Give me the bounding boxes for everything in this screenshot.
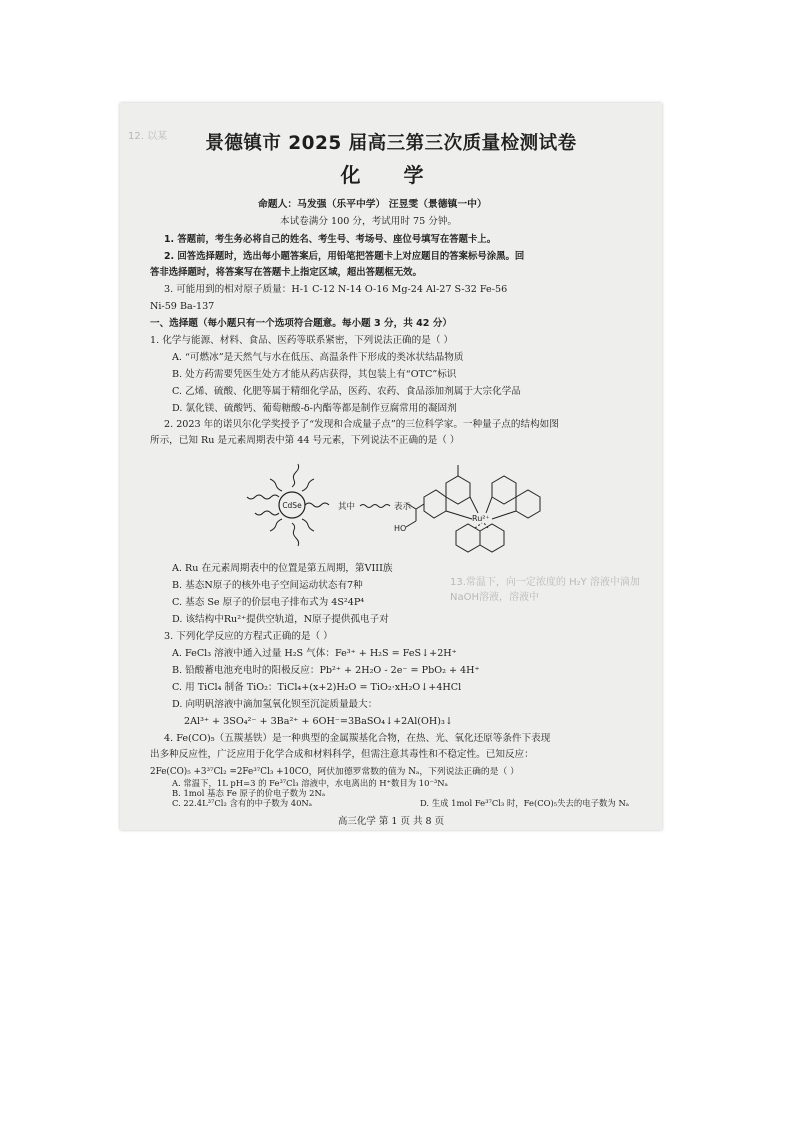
exam-paper-photo bbox=[120, 103, 662, 830]
q2-stem-1: 2. 2023 年的诺贝尔化学奖授予了“发现和合成量子点”的三位科学家。一种量子点的结构如图 bbox=[164, 419, 559, 430]
q3-option-d-equation: 2Al³⁺ + 3SO₄²⁻ + 3Ba²⁺ + 6OH⁻=3BaSO₄↓+2Al(OH)₃↓ bbox=[184, 716, 453, 727]
score-info: 本试卷满分 100 分，考试用时 75 分钟。 bbox=[280, 216, 458, 227]
q3-option-d: D. 向明矾溶液中滴加氢氧化钡至沉淀质量最大： bbox=[172, 699, 378, 710]
q2-option-a: A. Ru 在元素周期表中的位置是第五周期，第VIII族 bbox=[172, 563, 393, 574]
q2-option-c: C. 基态 Se 原子的价层电子排布式为 4S²4P⁴ bbox=[172, 597, 365, 608]
subject-title: 化 学 bbox=[340, 163, 442, 187]
figure-middle-text: 其中 bbox=[338, 502, 356, 512]
ru-ion-label: Ru²⁺ bbox=[472, 514, 490, 523]
q4-option-b: B. 1mol 基态 Fe 原子的价电子数为 2Nₐ bbox=[172, 788, 326, 798]
q4-stem-2: 出多种反应性，广泛应用于化学合成和材料科学，但需注意其毒性和不稳定性。已知反应： bbox=[150, 749, 534, 760]
instruction-3: 3. 可能用到的相对原子质量：H-1 C-12 N-14 O-16 Mg-24 Al-27 S-32 Fe-56 bbox=[164, 284, 508, 295]
q1-stem: 1. 化学与能源、材料、食品、医药等联系紧密，下列说法正确的是（ ） bbox=[150, 335, 454, 346]
q2-stem-2: 所示，已知 Ru 是元素周期表中第 44 号元素，下列说法不正确的是（ ） bbox=[150, 435, 460, 446]
q4-option-a: A. 常温下，1L pH=3 的 Fe³⁷Cl₃ 溶液中，水电离出的 H⁺数目为 10⁻³Nₐ bbox=[172, 778, 448, 788]
hydroxyl-label: HO bbox=[394, 524, 407, 533]
q1-option-d: D. 氯化镁、硫酸钙、葡萄糖酸-δ-内酯等都是制作豆腐常用的凝固剂 bbox=[172, 403, 457, 414]
q4-option-c: C. 22.4L³⁷Cl₂ 含有的中子数为 40Nₐ bbox=[172, 798, 312, 808]
page-footer: 高三化学 第 1 页 共 8 页 bbox=[337, 816, 445, 827]
instruction-2-cont: 答非选择题时，将答案写在答题卡上指定区域，超出答题框无效。 bbox=[150, 267, 422, 278]
cdse-label: CdSe bbox=[282, 501, 302, 510]
figure-represents-text: 表示 bbox=[394, 502, 412, 512]
instruction-1: 1. 答题前，考生务必将自己的姓名、考生号、考场号、座位号填写在答题卡上。 bbox=[164, 234, 497, 245]
quantum-dot-structure-figure bbox=[220, 449, 560, 561]
instruction-3-cont: Ni-59 Ba-137 bbox=[150, 301, 215, 312]
section-title: 一、选择题（每小题只有一个选项符合题意。每小题 3 分，共 42 分） bbox=[150, 318, 453, 329]
q1-option-b: B. 处方药需要凭医生处方才能从药店获得，其包装上有“OTC”标识 bbox=[172, 369, 457, 380]
bleed-text-mid: 13.常温下，向一定浓度的 H₂Y 溶液中滴加 NaOH溶液，溶液中 bbox=[450, 577, 640, 603]
q1-option-a: A. “可燃冰”是天然气与水在低压、高温条件下形成的类冰状结晶物质 bbox=[172, 352, 464, 363]
q3-option-b: B. 铅酸蓄电池充电时的阳极反应：Pb²⁺ + 2H₂O - 2e⁻ = PbO₂ + 4H⁺ bbox=[172, 665, 480, 676]
q2-option-b: B. 基态N原子的核外电子空间运动状态有7种 bbox=[172, 580, 363, 591]
q1-option-c: C. 乙烯、硫酸、化肥等属于精细化学品，医药、农药、食品添加剂属于大宗化学品 bbox=[172, 386, 521, 397]
q4-stem-3: 2Fe(CO)₅ +3³⁷Cl₂ =2Fe³⁷Cl₃ +10CO，阿伏加德罗常数的值为 Nₐ，下列说法正确的是（ ） bbox=[150, 767, 519, 777]
q3-option-c: C. 用 TiCl₄ 制备 TiO₂：TiCl₄+(x+2)H₂O = TiO₂·xH₂O↓+4HCl bbox=[172, 682, 462, 693]
authors-line: 命题人：马发强（乐平中学） 汪昱雯（景德镇一中） bbox=[258, 199, 487, 210]
q3-stem: 3. 下列化学反应的方程式正确的是（ ） bbox=[164, 631, 333, 642]
q4-option-d: D. 生成 1mol Fe³⁷Cl₃ 时，Fe(CO)₅失去的电子数为 Nₐ bbox=[420, 798, 630, 808]
exam-title: 景德镇市 2025 届高三第三次质量检测试卷 bbox=[205, 133, 577, 154]
q4-stem-1: 4. Fe(CO)₅（五羰基铁）是一种典型的金属羰基化合物，在热、光、氧化还原等条件下表现 bbox=[164, 733, 551, 744]
instruction-2: 2. 回答选择题时，选出每小题答案后，用铅笔把答题卡上对应题目的答案标号涂黑。回 bbox=[164, 251, 525, 262]
bleed-text-top: 12. 以某 bbox=[128, 131, 168, 142]
q3-option-a: A. FeCl₃ 溶液中通入过量 H₂S 气体：Fe³⁺ + H₂S = FeS↓+2H⁺ bbox=[172, 648, 457, 659]
q2-option-d: D. 该结构中Ru²⁺提供空轨道，N原子提供孤电子对 bbox=[172, 614, 389, 625]
